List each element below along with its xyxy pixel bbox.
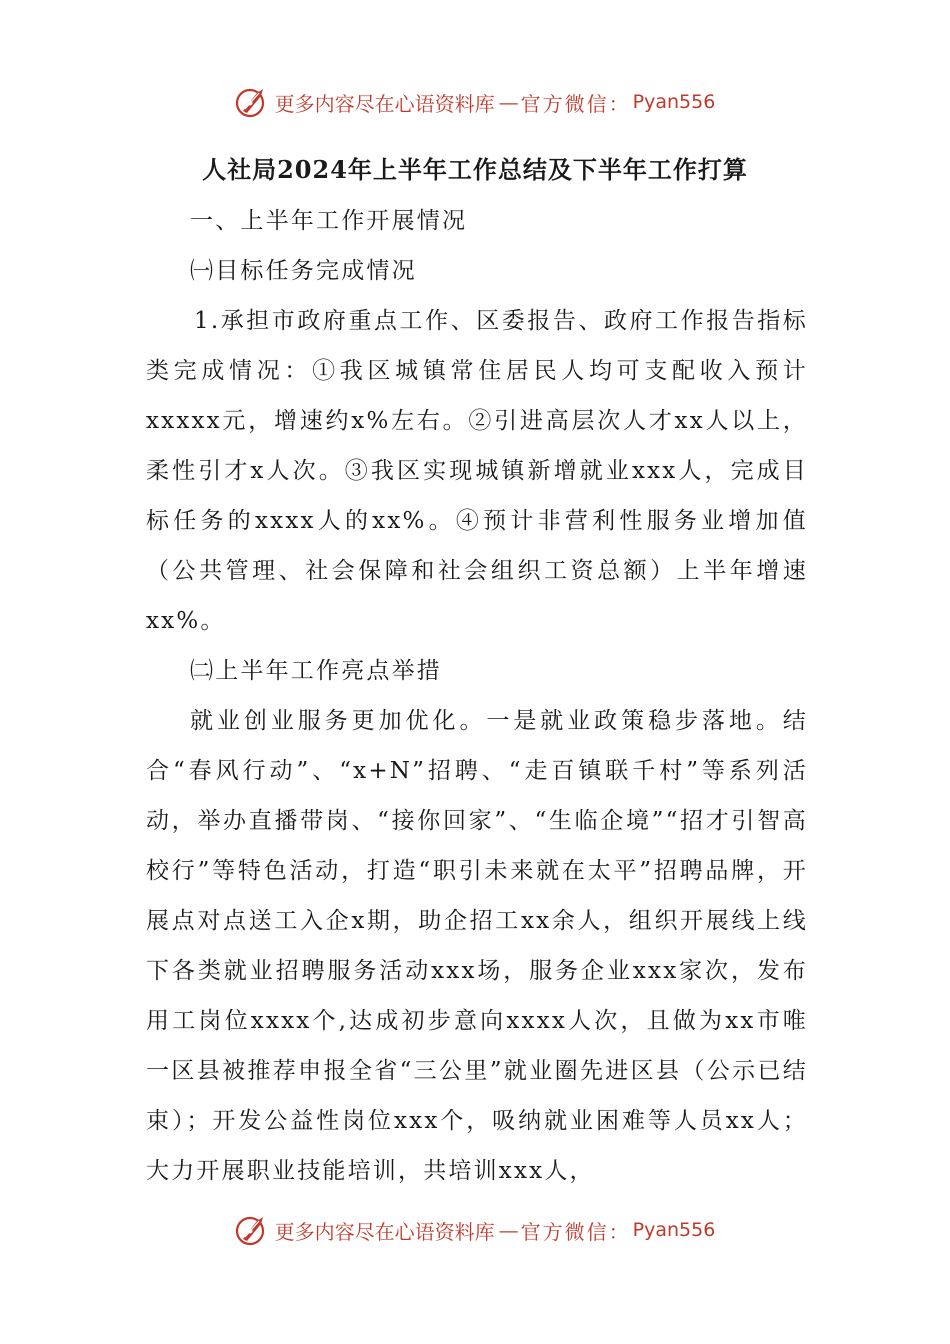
watermark-brand: 更多内容尽在心语资料库: [274, 91, 495, 116]
paragraph-targets: 1.承担市政府重点工作、区委报告、政府工作报告指标类完成情况：①我区城镇常住居民人均可支配收入预计xxxxx元，增速约x%左右。②引进高层次人才xx人以上，柔性引才x人次。③我区实现城镇新增就业xxx人，完成目标任务的xxxx人的xx%。④预计非营利性服务业增加值（公共管理、社会保障和社会组织工资总额）上半年增速xx%。: [146, 308, 808, 634]
footer-watermark: [0, 1210, 950, 1250]
watermark-dash: —: [498, 1218, 517, 1242]
pen-nib-circle-icon: [235, 1213, 269, 1247]
watermark-official-label: 官方微信：: [520, 91, 631, 116]
watermark-dash: —: [498, 90, 517, 114]
document-title: 人社局2024年上半年工作总结及下半年工作打算: [202, 155, 748, 184]
watermark-wechat-id: Pyan556: [632, 1219, 716, 1241]
watermark-official-label: 官方微信：: [520, 1219, 631, 1244]
subsection-heading-2: ㈡上半年工作亮点举措: [190, 658, 442, 684]
subsection-heading-1: ㈠目标任务完成情况: [190, 258, 417, 284]
section-heading-1: 一、上半年工作开展情况: [190, 208, 468, 234]
pen-nib-circle-icon: [235, 85, 269, 119]
document-body: [146, 196, 808, 1196]
watermark-brand: 更多内容尽在心语资料库: [274, 1219, 495, 1244]
header-watermark: [0, 82, 950, 122]
watermark-wechat-id: Pyan556: [632, 91, 716, 113]
paragraph-highlights: 就业创业服务更加优化。一是就业政策稳步落地。结合“春风行动”、“x+N”招聘、“走百镇联千村”等系列活动，举办直播带岗、“接你回家”、“生临企境”“招才引智高校行”等特色活动，打造“职引未来就在太平”招聘品牌，开展点对点送工入企x期，助企招工xx余人，组织开展线上线下各类就业招聘服务活动xxx场，服务企业xxx家次，发布用工岗位xxxx个,达成初步意向xxxx人次，且做为xx市唯一区县被推荐申报全省“三公里”就业圈先进区县（公示已结束）；开发公益性岗位xxx个，吸纳就业困难等人员xx人；大力开展职业技能培训，共培训xxx人，: [146, 708, 808, 1184]
